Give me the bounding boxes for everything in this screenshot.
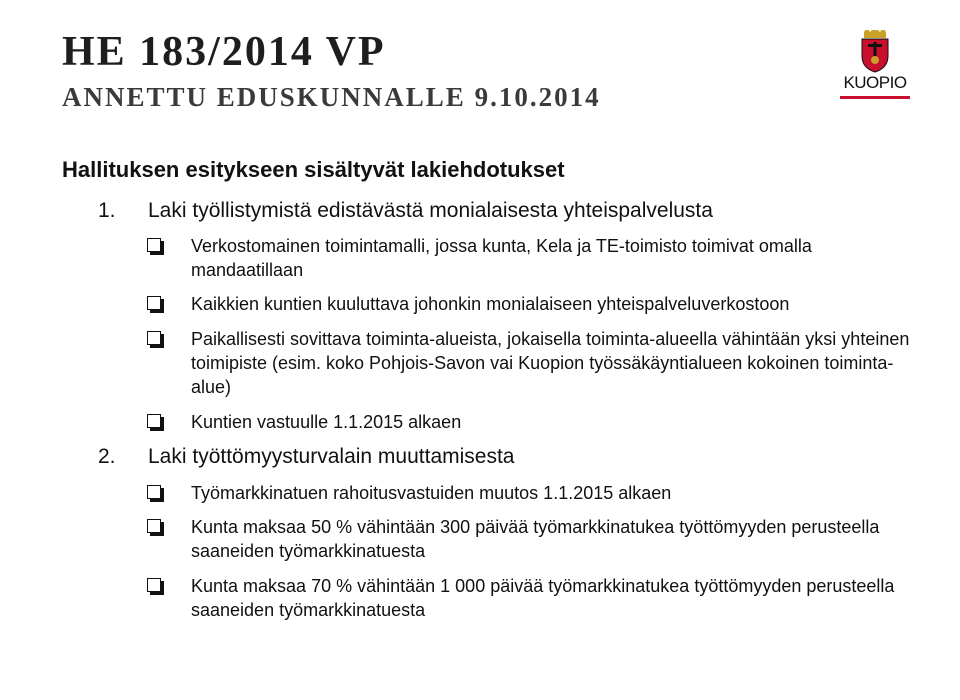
numbered-item-1 xyxy=(98,199,713,223)
checkbox-bullet-icon xyxy=(147,519,161,533)
bullet-text: Työmarkkinatuen rahoitusvastuiden muutos 1.1.2015 alkaen xyxy=(191,483,672,503)
logo-text: KUOPIO xyxy=(843,73,907,92)
checkbox-bullet-icon xyxy=(147,296,161,310)
bullet-text: Paikallisesti sovittava toiminta-alueista, jokaisella toiminta-alueella vähintään yksi yhteinen toimipiste (esim. koko Pohjois-Savon vai Kuopion työssäkäyntialueen kokoinen toiminta-alue) xyxy=(191,329,910,397)
item-number: 2. xyxy=(98,445,116,468)
logo-underline xyxy=(840,96,910,99)
item-title: Laki työllistymistä edistävästä monialaisesta yhteispalvelusta xyxy=(148,199,713,222)
checkbox-bullet-icon xyxy=(147,238,161,252)
bullet-text: Kaikkien kuntien kuuluttava johonkin monialaiseen yhteispalveluverkostoon xyxy=(191,294,790,314)
kuopio-logo xyxy=(840,30,910,102)
bullet-text: Kuntien vastuulle 1.1.2015 alkaen xyxy=(191,412,462,432)
bullet-text: Kunta maksaa 70 % vähintään 1 000 päivää työmarkkinatukea työttömyyden perusteella saaneiden työmarkkinatuesta xyxy=(191,576,895,620)
slide-title: HE 183/2014 VP xyxy=(62,29,386,75)
checkbox-bullet-icon xyxy=(147,485,161,499)
numbered-item-2 xyxy=(98,445,514,469)
item-title: Laki työttömyysturvalain muuttamisesta xyxy=(148,445,515,468)
bullet-text: Verkostomainen toimintamalli, jossa kunta, Kela ja TE-toimisto toimivat omalla mandaatillaan xyxy=(191,236,812,280)
section-heading: Hallituksen esitykseen sisältyvät lakiehdotukset xyxy=(62,157,565,182)
checkbox-bullet-icon xyxy=(147,578,161,592)
kuopio-coat-of-arms-icon xyxy=(840,30,910,74)
slide-subtitle: ANNETTU EDUSKUNNALLE 9.10.2014 xyxy=(62,82,601,112)
bullet-text: Kunta maksaa 50 % vähintään 300 päivää työmarkkinatukea työttömyyden perusteella saaneiden työmarkkinatuesta xyxy=(191,517,880,561)
checkbox-bullet-icon xyxy=(147,331,161,345)
item-number: 1. xyxy=(98,199,116,222)
checkbox-bullet-icon xyxy=(147,414,161,428)
